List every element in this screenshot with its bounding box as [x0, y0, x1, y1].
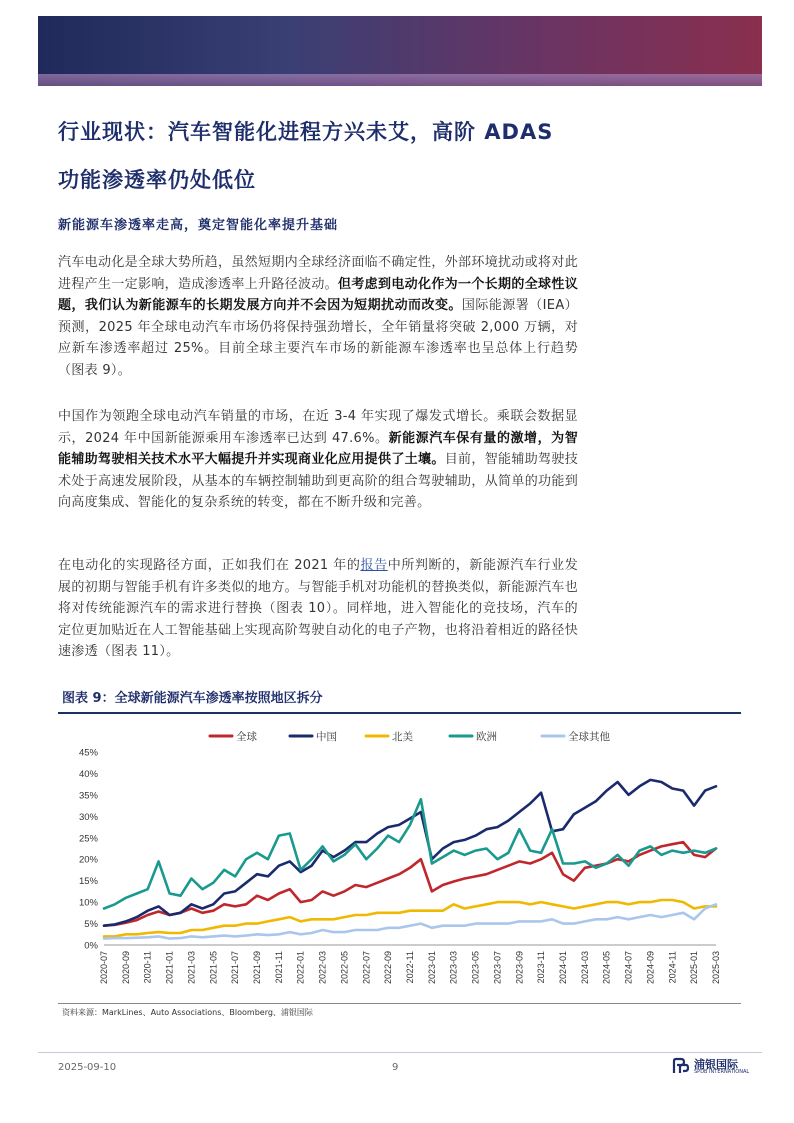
- y-axis: [79, 748, 99, 952]
- figure-rule: [58, 712, 741, 714]
- header-banner-stripe: [38, 74, 762, 86]
- x-tick-label: 2023-01: [426, 951, 437, 985]
- y-tick-label: 40%: [78, 768, 98, 780]
- x-tick-label: 2022-09: [383, 951, 394, 985]
- x-tick-label: 2022-11: [405, 951, 415, 984]
- paragraph-2-text-b: 目前，智能辅助驾驶技术处于高速发展阶段，从基本的车辆控制辅助到更高阶的组合驾驶辅助，从简单的功能到向高度集成、智能化的复杂系统的转变，都在不断升级和完善。: [58, 452, 578, 510]
- y-tick-label: 0%: [84, 940, 98, 952]
- footer-date: 2025-09-10: [58, 1062, 117, 1073]
- footer-rule: [38, 1052, 762, 1053]
- company-logo: [672, 1055, 752, 1077]
- x-tick-label: 2022-01: [295, 951, 306, 985]
- logo-subtitle: SPDB INTERNATIONAL: [694, 1069, 750, 1075]
- page-number: 9: [392, 1062, 399, 1073]
- source-rule: [58, 1003, 741, 1004]
- x-tick-label: 2023-05: [470, 951, 481, 985]
- x-tick-label: 2024-01: [558, 951, 568, 985]
- x-axis: [99, 945, 721, 984]
- section-subtitle: 新能源车渗透率走高，奠定智能化率提升基础: [58, 218, 339, 233]
- source-note: 资料来源：MarkLines、Auto Associations、Bloomberg、浦银国际: [62, 1008, 313, 1017]
- figure-label: 图表 9：全球新能源汽车渗透率按照地区拆分: [62, 691, 323, 706]
- x-tick-label: 2023-11: [536, 951, 547, 984]
- paragraph-1: [58, 252, 578, 381]
- y-tick-label: 30%: [78, 811, 98, 823]
- x-tick-label: 2021-01: [164, 951, 175, 985]
- x-tick-label: 2021-07: [230, 951, 241, 985]
- chart-series: [104, 780, 716, 939]
- page-title-line1: 行业现状：汽车智能化进程方兴未艾，高阶 ADAS: [58, 120, 554, 144]
- x-tick-label: 2025-01: [689, 951, 700, 985]
- y-tick-label: 35%: [78, 790, 98, 802]
- y-tick-label: 15%: [78, 876, 98, 888]
- x-tick-label: 2023-03: [448, 951, 459, 985]
- logo-name: 浦银国际: [694, 1058, 738, 1071]
- x-tick-label: 2021-03: [186, 951, 197, 985]
- paragraph-2: [58, 406, 578, 514]
- x-tick-label: 2022-05: [339, 951, 350, 985]
- paragraph-3-text-a: 在电动化的实现路径方面，正如我们在 2021 年的: [58, 558, 361, 573]
- x-tick-label: 2024-07: [623, 951, 634, 985]
- paragraph-1-text-b: 国际能源署（IEA）预测，2025 年全球电动汽车市场仍将保持强劲增长，全年销量将突破 2,000 万辆，对应新车渗透率超过 25%。目前全球主要汽车市场的新能源车渗透率也呈总体上行趋势（图表 9）。: [58, 298, 578, 378]
- chart-legend: [210, 730, 610, 743]
- y-tick-label: 20%: [78, 854, 98, 866]
- y-tick-label: 5%: [84, 919, 98, 931]
- paragraph-1-text-a: 汽车电动化是全球大势所趋，虽然短期内全球经济面临不确定性，外部环境扰动或将对此进程产生一定影响，造成渗透率上升路径波动。: [58, 255, 578, 292]
- x-tick-label: 2024-03: [579, 951, 590, 985]
- paragraph-3-text-b: 中所判断的，新能源汽车行业发展的初期与智能手机有许多类似的地方。与智能手机对功能机的替换类似，新能源汽车也将对传统能源汽车的需求进行替换（图表 10）。同样地，进入智能化的竞技场，汽车的定位更加贴近在人工智能基础上实现高阶驾驶自动化的电子产物，也将沿着相近的路径快速渗透（图表 11）。: [58, 558, 578, 659]
- penetration-line-chart: [58, 716, 741, 1000]
- x-tick-label: 2020-07: [99, 951, 109, 985]
- report-link[interactable]: 报告: [360, 558, 388, 573]
- legend-label: 北美: [392, 731, 413, 743]
- legend-label: 全球: [236, 731, 257, 743]
- page-title-line2: 功能渗透率仍处低位: [58, 168, 256, 192]
- paragraph-2-text-a: 中国作为领跑全球电动汽车销量的市场，在近 3-4 年实现了爆发式增长。乘联会数据显示，2024 年中国新能源乘用车渗透率已达到 47.6%。: [58, 409, 578, 446]
- x-tick-label: 2022-07: [361, 951, 372, 985]
- x-tick-label: 2024-09: [645, 951, 656, 985]
- x-tick-label: 2024-11: [667, 951, 678, 984]
- x-tick-label: 2024-05: [601, 951, 612, 985]
- y-tick-label: 45%: [78, 747, 98, 759]
- x-tick-label: 2023-07: [492, 951, 503, 985]
- x-tick-label: 2021-11: [273, 951, 284, 984]
- x-tick-label: 2025-03: [711, 951, 721, 985]
- x-tick-label: 2021-05: [208, 951, 219, 985]
- legend-label: 全球其他: [568, 731, 610, 743]
- series-line-欧洲: [104, 799, 716, 908]
- x-tick-label: 2023-09: [514, 951, 525, 985]
- paragraph-1-bold: 但考虑到电动化作为一个长期的全球性议题，我们认为新能源车的长期发展方向并不会因为短期扰动而改变。: [58, 276, 578, 313]
- x-tick-label: 2020-09: [120, 951, 131, 985]
- y-tick-label: 25%: [78, 833, 98, 845]
- legend-label: 中国: [316, 731, 337, 743]
- legend-label: 欧洲: [476, 731, 497, 743]
- x-tick-label: 2022-03: [317, 951, 328, 985]
- x-tick-label: 2020-11: [142, 951, 153, 984]
- x-tick-label: 2021-09: [252, 951, 262, 985]
- paragraph-3: [58, 555, 578, 663]
- y-tick-label: 10%: [78, 897, 98, 909]
- paragraph-2-bold: 新能源汽车保有量的激增，为智能辅助驾驶相关技术水平大幅提升并实现商业化应用提供了土壤。: [58, 430, 578, 467]
- logo-mark-icon: [672, 1057, 690, 1075]
